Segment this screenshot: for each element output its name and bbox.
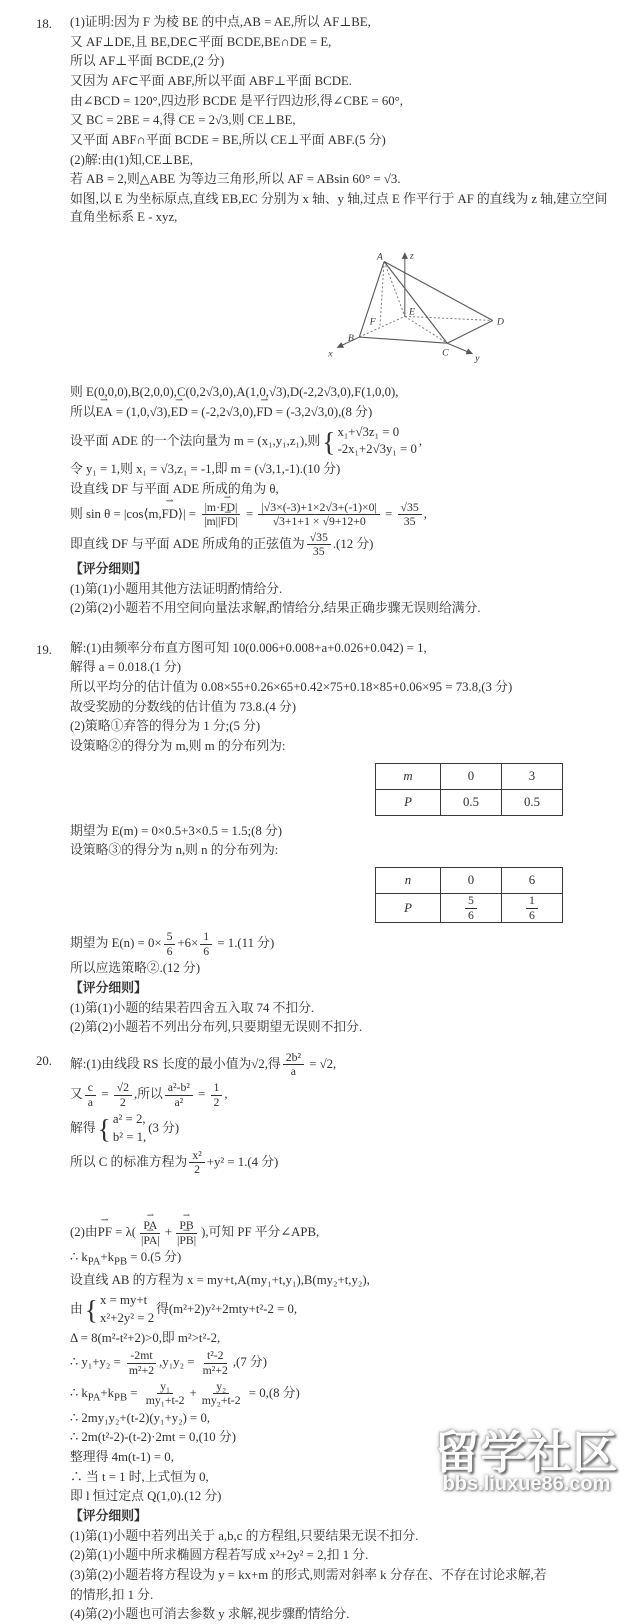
text-line: 期望为 E(m) = 0×0.5+3×0.5 = 1.5;(8 分) xyxy=(70,823,283,838)
p19-solution-part2 xyxy=(70,823,610,860)
vertex-label-F: F xyxy=(369,316,376,328)
table-row xyxy=(376,763,563,789)
text-line: 令 y₁ = 1,则 x₁ = √3,z₁ = -1,即 m = (√3,1,-1).(10 分) xyxy=(70,462,341,477)
text-line: (1)第(1)小题中若列出关于 a,b,c 的方程组,只要结果无误不扣分. xyxy=(70,1528,419,1543)
text-line: 如图,以 E 为坐标原点,直线 EB,EC 分别为 x 轴、y 轴,过点 E 作平行于 AF 的直线为 z 轴,建立空间直角坐标系 E - xyz, xyxy=(70,191,608,224)
text-line: 解得 { a² = 2, b² = 1, (3 分) xyxy=(70,1112,180,1145)
text-line: 所以 C 的标准方程为 $\frac{\text{x²}}{2}$ +y² = 1.(4 分) xyxy=(70,1148,279,1177)
text-line: 期望为 E(n) = 0× $\frac{5}{6}$ +6× $\frac{1}{6}$ = 1.(11 分) xyxy=(70,930,275,958)
text-line: 设平面 ADE 的一个法向量为 m = (x₁,y₁,z₁),则 { x₁+√3z₁ = 0 -2x₁+2√3y₁ = 0 , xyxy=(70,424,423,457)
coordinate-axes xyxy=(338,250,472,353)
watermark-logo-text: 留学社区 xyxy=(434,1427,619,1478)
p19-solution-part1 xyxy=(70,640,610,756)
text-line: 即 l 恒过定点 Q(1,0).(12 分) xyxy=(70,1489,222,1504)
table-cell: 0.5 xyxy=(502,789,563,815)
text-line: ∴ y₁+y₂ = $\frac{-2mt}{\text{m²+2}}$ ,y₁y₂ = $\frac{\text{t²-2}}{\text{m²+2}}$ ,(7 分) xyxy=(70,1349,267,1377)
table-row xyxy=(376,789,563,815)
text-line: 故受奖励的分数线的估计值为 73.8.(4 分) xyxy=(70,699,297,714)
rubric-heading: 【评分细则】 xyxy=(70,561,147,576)
table-cell: P xyxy=(376,894,441,923)
problem-18 xyxy=(0,14,634,618)
text-line: 则 E(0,0,0),B(2,0,0),C(0,2√3,0),A(1,0,√3),D(-2,2√3,0),F(1,0,0), xyxy=(70,385,399,400)
solid-edges xyxy=(359,262,492,344)
problem-18-number: 18. xyxy=(36,17,52,31)
text-line: (2)第(2)小题若不用空间向量法求解,酌情给分,结果正确步骤无误则给满分. xyxy=(70,601,481,616)
table-cell: 6 xyxy=(502,868,563,894)
table-cell: $\frac{5}{6}$ xyxy=(441,894,502,923)
table-cell: 3 xyxy=(502,763,563,789)
text-line: (4)第(2)小题也可消去参数 y 求解,视步骤酌情给分. xyxy=(70,1607,350,1622)
table-cell: 0 xyxy=(441,868,502,894)
text-line: (2)解:由(1)知,CE⊥BE, xyxy=(70,152,193,167)
table-row xyxy=(376,868,563,894)
text-line: 又因为 AF⊂平面 ABF,所以平面 ABF⊥平面 BCDE. xyxy=(70,73,352,88)
distribution-table-n xyxy=(375,867,563,923)
problem-20-number: 20. xyxy=(36,1053,52,1068)
text-line: (2)第(1)小题中所求椭圆方程若写成 x²+2y² = 2,扣 1 分. xyxy=(70,1548,369,1563)
text-line: (3)第(2)小题若将方程设为 y = kx+m 的形式,则需对斜率 k 分存在、不存在讨论求解,若 xyxy=(70,1567,547,1582)
vertex-label-E: E xyxy=(408,306,415,318)
text-line: 设直线 AB 的方程为 x = my+t,A(my₁+t,y₁),B(my₂+t,y₂), xyxy=(70,1273,370,1288)
problem-19-number: 19. xyxy=(36,642,52,657)
text-line: 解:(1)由线段 RS 长度的最小值为√2,得 $\frac{\text{2b²}}{a}$ = √2, xyxy=(70,1050,337,1079)
text-line: ∴ 2m(t²-2)-(t-2)·2mt = 0,(10 分) xyxy=(70,1430,236,1445)
vertex-label-D: D xyxy=(496,316,504,328)
p20-solution-part2 xyxy=(70,1219,610,1624)
text-line: (1)第(1)小题的结果若四舍五入取 74 不扣分. xyxy=(70,1000,315,1015)
text-line: 解得 a = 0.018.(1 分) xyxy=(70,660,181,675)
text-line: 又 BC = 2BE = 4,得 CE = 2√3,则 CE⊥BE, xyxy=(70,113,296,128)
text-line: ∴ $k_{PA}+k_{PB} = 0.(5$ 分) xyxy=(70,1250,182,1268)
text-line: (1)第(1)小题用其他方法证明酌情给分. xyxy=(70,581,283,596)
text-line: 所以平均分的估计值为 0.08×55+0.26×65+0.42×75+0.18×85+0.06×95 = 73.8,(3 分) xyxy=(70,680,513,695)
text-line: 的情形,扣 1 分. xyxy=(70,1587,154,1602)
table-cell: $\frac{1}{6}$ xyxy=(502,894,563,923)
watermark-site-url: bbs.liuxue86.com xyxy=(442,1473,611,1495)
table-row xyxy=(376,894,563,923)
text-line: 若 AB = 2,则△ABE 为等边三角形,所以 AF = ABsin 60° = √3. xyxy=(70,172,401,187)
axis-label-z: z xyxy=(410,250,414,262)
text-line: 设策略②的得分为 m,则 m 的分布列为: xyxy=(70,739,286,754)
text-line: 整理得 4m(t-1) = 0, xyxy=(70,1449,174,1464)
p18-solution-part2 xyxy=(70,384,610,618)
figure-3d-solid xyxy=(320,240,610,376)
table-cell: 0 xyxy=(441,763,502,789)
text-line: ∴ 2my₁y₂+(t-2)(y₁+y₂) = 0, xyxy=(70,1410,211,1425)
rubric-heading: 【评分细则】 xyxy=(70,1508,147,1523)
text-line: (2)第(2)小题若不列出分布列,只要期望无误则不扣分. xyxy=(70,1020,363,1035)
text-line: 由∠BCD = 120°,四边形 BCDE 是平行四边形,得∠CBE = 60°, xyxy=(70,93,403,108)
text-line: (1)证明:因为 F 为棱 BE 的中点,AB = AE,所以 AF⊥BE, xyxy=(70,15,371,29)
table-cell: m xyxy=(376,763,441,789)
distribution-table-m xyxy=(375,763,563,816)
text-line: Δ = 8(m²-t²+2)>0,即 m²>t²-2, xyxy=(70,1330,221,1345)
geometry-figure-svg xyxy=(320,240,560,372)
text-line: ∴ 当 t = 1 时,上式恒为 0, xyxy=(70,1469,209,1484)
text-line: 即直线 DF 与平面 ADE 所成角的正弦值为 $\frac{√35}{35}$ .(12 分) xyxy=(70,530,374,559)
text-line: 所以应选策略②.(12 分) xyxy=(70,961,201,976)
problem-20 xyxy=(0,1051,634,1624)
p18-solution-part1 xyxy=(70,14,610,226)
text-line: 所以EA ⇀ = (1,0,√3),ED ⇀ = (-2,2√3,0),FD ⇀ = (-3,2√3,0),(8 分) xyxy=(70,404,610,422)
text-line: 又 $\frac{c}{a}$ = $\frac{√2}{2}$ ,所以 $\frac{\text{a²-b²}}{\text{a²}}$ = $\frac{1}{2}$ , xyxy=(70,1080,228,1109)
table-cell: n xyxy=(376,868,441,894)
vertex-label-B: B xyxy=(347,333,354,345)
problem-19 xyxy=(0,640,634,1037)
text-line: 又 AF⊥DE,且 BE,DE⊂平面 BCDE,BE∩DE = E, xyxy=(70,34,332,49)
vertex-label-C: C xyxy=(442,347,449,359)
p19-solution-part3 xyxy=(70,930,610,1037)
text-line: 则 sin θ = |cos⟨m,FD ⇀⟩| = $\frac{|m\cdot FD ⇀|}{|m||FD ⇀|}$ = $\frac{|√3\times(-3)+1\times 2√3+(-1)\times 0|}{√3+1+1 \times √9+12+0}$ = $\frac{√35}{35}$ , xyxy=(70,501,610,529)
table-cell: 0.5 xyxy=(441,789,502,815)
text-line: 由 { x = my+t x²+2y² = 2 得(m²+2)y²+2mty+t²-2 = 0, xyxy=(70,1292,298,1326)
axis-label-y: y xyxy=(475,353,480,365)
axis-label-x: x xyxy=(328,348,333,360)
text-line: (2)由PF ⇀ = λ( $\frac{PA ⇀}{|PA ⇀|}$ + $\frac{PB ⇀}{|PB ⇀|}$ ),可知 PF 平分∠APB, xyxy=(70,1219,610,1247)
text-line: ∴ $k_{PA}+k_{PB}$ = $\frac{\text{y₁}}{\text{my₁+t-2}}$ + $\frac{\text{y₂}}{\text{my₂+t-2}}$ = 0,(8 分) xyxy=(70,1379,300,1408)
text-line: 所以 AF⊥平面 BCDE,(2 分) xyxy=(70,54,225,69)
p20-solution-part1 xyxy=(70,1051,610,1177)
text-line: 设直线 DF 与平面 ADE 所成的角为 θ, xyxy=(70,482,279,496)
text-line: 又平面 ABF∩平面 BCDE = BE,所以 CE⊥平面 ABF.(5 分) xyxy=(70,132,386,147)
table-cell: P xyxy=(376,789,441,815)
vertex-label-A: A xyxy=(376,251,383,263)
rubric-heading: 【评分细则】 xyxy=(70,980,147,995)
text-line: 设策略③的得分为 n,则 n 的分布列为: xyxy=(70,843,279,858)
text-line: 解:(1)由频率分布直方图可知 10(0.006+0.008+a+0.026+0.042) = 1, xyxy=(70,640,427,655)
text-line: (2)策略①弃答的得分为 1 分;(5 分) xyxy=(70,719,261,734)
